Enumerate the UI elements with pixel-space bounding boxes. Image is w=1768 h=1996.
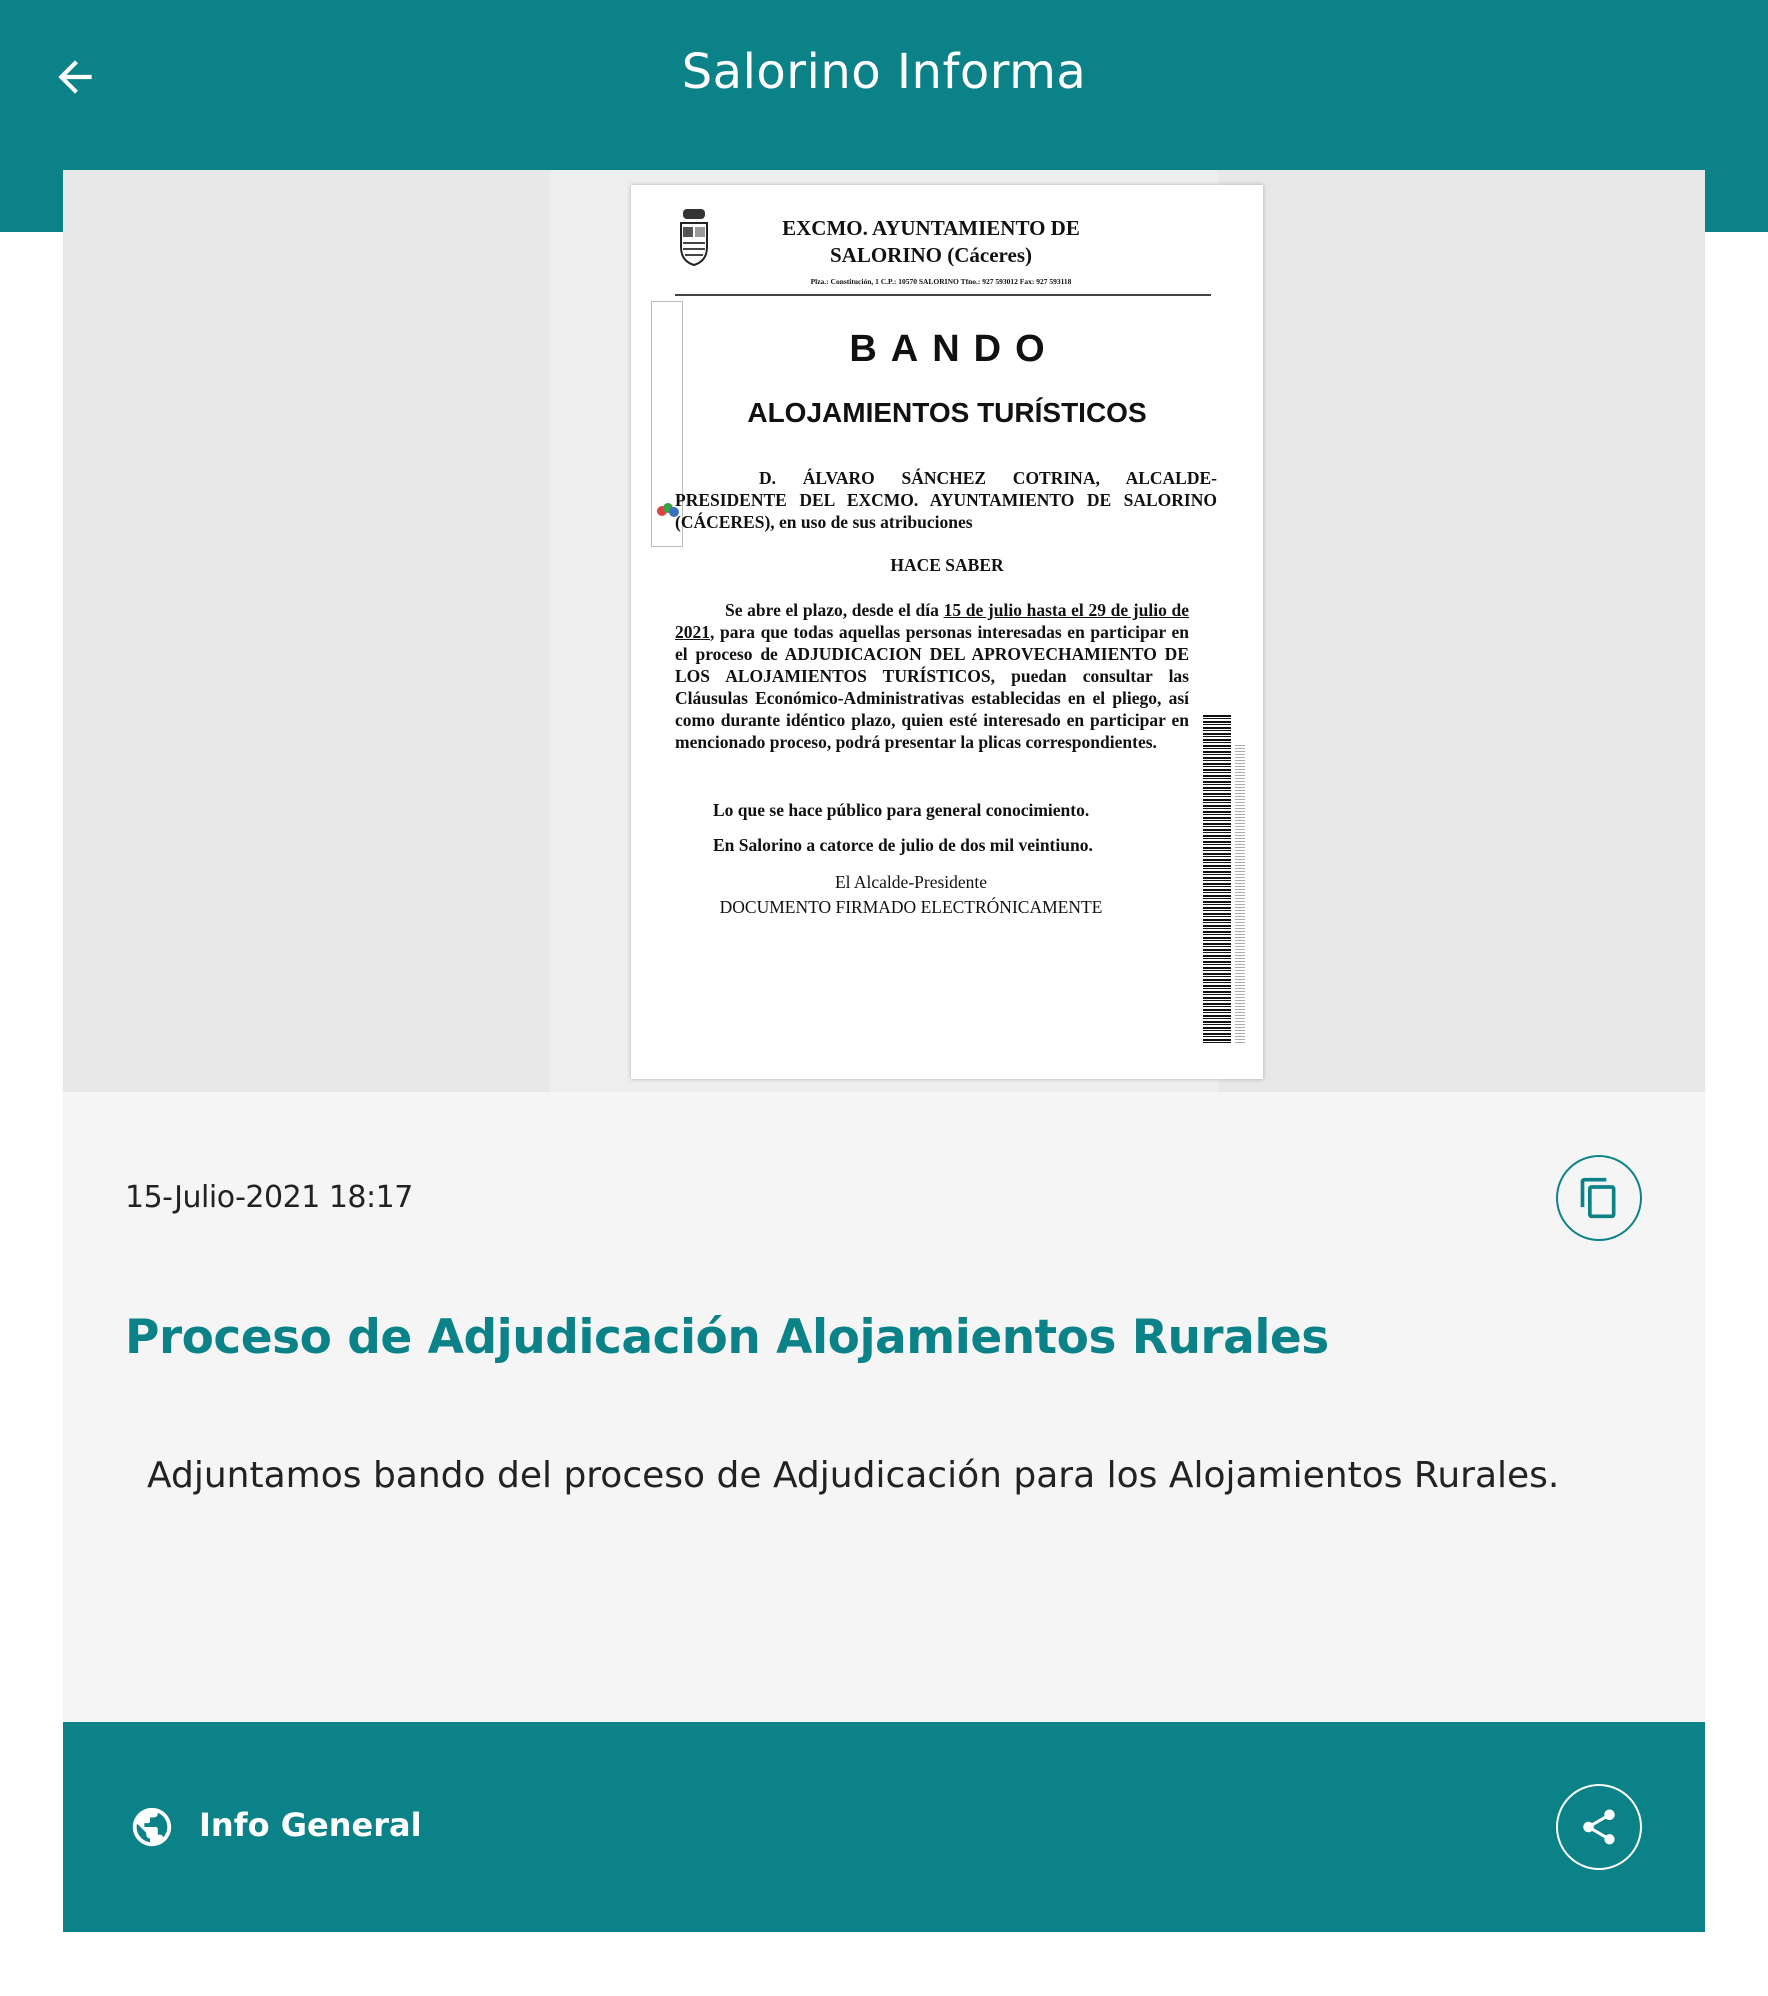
post-body: Adjuntamos bando del proceso de Adjudicación para los Alojamientos Rurales. [147, 1455, 1560, 1496]
news-card [63, 170, 1705, 1932]
document-body-dates: 15 de julio hasta el 29 de julio de 2021 [675, 600, 1189, 642]
document-header-line2: SALORINO (Cáceres) [829, 243, 1032, 267]
document-closing2: En Salorino a catorce de julio de dos mil veintiuno. [713, 835, 1093, 855]
copy-button[interactable] [1556, 1155, 1642, 1241]
document-subtitle: ALOJAMIENTOS TURÍSTICOS [747, 397, 1147, 428]
share-icon [1578, 1806, 1620, 1848]
share-button[interactable] [1556, 1784, 1642, 1870]
document-signer: El Alcalde-Presidente [834, 872, 988, 892]
barcode [1203, 715, 1231, 1045]
globe-icon [129, 1804, 175, 1850]
category-label[interactable]: Info General [199, 1806, 422, 1844]
copy-icon [1577, 1176, 1621, 1220]
document-body-pre: Se abre el plazo, desde el día [725, 600, 944, 620]
document-title: BANDO [849, 328, 1059, 370]
barcode-caption [1235, 745, 1245, 1045]
document-header-line1: EXCMO. AYUNTAMIENTO DE [782, 216, 1080, 240]
document-hace-saber: HACE SABER [890, 555, 1004, 575]
document-body [675, 599, 1189, 753]
document-signature-note: DOCUMENTO FIRMADO ELECTRÓNICAMENTE [719, 897, 1103, 917]
document-divider [675, 294, 1211, 296]
document-intro: D. ÁLVARO SÁNCHEZ COTRINA, ALCALDE-PRESIDENTE DEL EXCMO. AYUNTAMIENTO DE SALORINO (CÁCERES), en uso de sus atribuciones [675, 468, 1217, 532]
document-address: Plza.: Constitución, 1 C.P.: 10570 SALORINO Tfno.: 927 593012 Fax: 927 593118 [810, 277, 1072, 286]
app-title: Salorino Informa [681, 44, 1087, 100]
post-title: Proceso de Adjudicación Alojamientos Rurales [125, 1310, 1329, 1365]
document-closing1: Lo que se hace público para general conocimiento. [713, 800, 1090, 820]
bando-document [631, 185, 1263, 1079]
attachment-image[interactable] [63, 170, 1705, 1092]
post-date: 15-Julio-2021 18:17 [125, 1180, 413, 1215]
document-header [731, 215, 1131, 269]
document-body-post: , para que todas aquellas personas interesadas en participar en el proceso de ADJUDICACION DEL APROVECHAMIENTO DE LOS ALOJAMIENTOS TURÍSTICOS, puedan consultar las Cláusulas Económico-Administrativas establecidas en el pliego, así como durante idéntico plazo, quien esté interesado en participar en mencionado proceso, podrá presentar la plicas correspondientes. [675, 622, 1189, 752]
card-footer [63, 1722, 1705, 1932]
coat-of-arms-icon [677, 207, 711, 267]
